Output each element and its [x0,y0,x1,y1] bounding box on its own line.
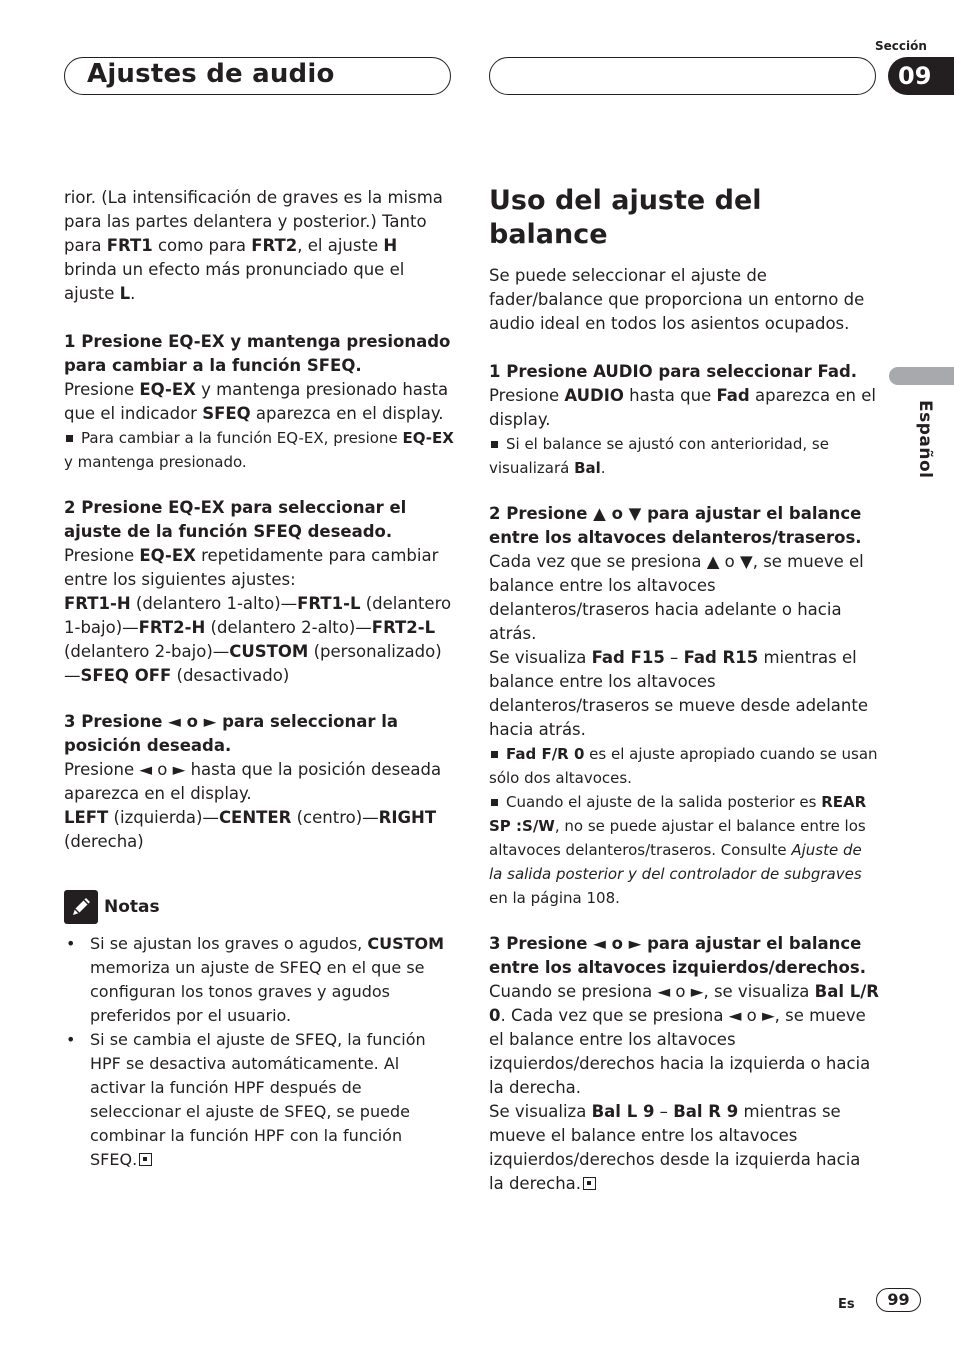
left-intro: rior. (La intensificación de graves es la misma para las partes delantera y posterior.) Tanto para FRT1 como para FRT2, el ajuste H brinda un efecto más pronunciado que el ajuste L. [64,188,443,303]
page-title: Ajustes de audio [87,59,335,89]
right-step1-bullet: Si el balance se ajustó con anterioridad, se visualizará Bal. [489,435,829,477]
pencil-note-icon [64,890,98,924]
page-number: 99 [876,1288,921,1312]
left-step1-body: Presione EQ-EX y mantenga presionado hasta que el indicador SFEQ aparezca en el display. [64,380,449,423]
right-step3-body: Cuando se presiona ◄ o ►, se visualiza Bal L/R 0. Cada vez que se presiona ◄ o ►, se mueve el balance entre los altavoces izquierdos/derechos hacia la izquierda o hacia la derecha. [489,982,879,1097]
left-step2-body: Presione EQ-EX repetidamente para cambiar entre los siguientes ajustes: [64,546,439,589]
header-right-box [489,57,876,95]
language-tab [889,367,954,385]
section-number: 09 [888,57,954,95]
note-item: • Si se ajustan los graves o agudos, CUSTOM memoriza un ajuste de SFEQ en el que se configuran los tonos graves y agudos preferidos por el usuario. [64,932,454,1028]
footer-language-code: Es [838,1297,855,1312]
section-title: Uso del ajuste del balance [489,185,762,250]
bullet-square-icon [491,441,498,448]
notes-header [64,890,454,924]
right-step2-heading: 2 Presione ▲ o ▼ para ajustar el balance entre los altavoces delanteros/traseros. [489,504,862,547]
right-step3-body2: Se visualiza Bal L 9 – Bal R 9 mientras se mueve el balance entre los altavoces izquierdos/derechos desde la izquierda hacia la derecha. [489,1102,861,1193]
note-item: • Si se cambia el ajuste de SFEQ, la función HPF se desactiva automáticamente. Al activar la función HPF después de seleccionar el ajuste de SFEQ, se puede combinar la función HPF con la función SFEQ. [64,1028,454,1172]
left-step3-list: LEFT (izquierda)—CENTER (centro)—RIGHT (derecha) [64,808,437,851]
right-intro: Se puede seleccionar el ajuste de fader/balance que proporciona un entorno de audio ideal en todos los asientos ocupados. [489,266,865,333]
left-step3-heading: 3 Presione ◄ o ► para seleccionar la posición deseada. [64,712,399,755]
bullet-square-icon [491,751,498,758]
right-step1-body: Presione AUDIO hasta que Fad aparezca en el display. [489,386,876,429]
right-step1-heading: 1 Presione AUDIO para seleccionar Fad. [489,362,858,381]
right-step2-body2: Se visualiza Fad F15 – Fad R15 mientras el balance entre los altavoces delanteros/traseros se mueve desde adelante hacia atrás. [489,648,868,739]
bullet-square-icon [66,435,73,442]
right-step2-body: Cada vez que se presiona ▲ o ▼, se mueve el balance entre los altavoces delanteros/traseros hacia adelante o hacia atrás. [489,552,864,643]
left-column [64,186,454,1172]
section-label: Sección [875,39,927,53]
end-of-section-icon [139,1153,152,1166]
left-step3-body: Presione ◄ o ► hasta que la posición deseada aparezca en el display. [64,760,442,803]
language-label: Español [915,400,935,479]
header-left-box [64,57,451,95]
right-step3-heading: 3 Presione ◄ o ► para ajustar el balance entre los altavoces izquierdos/derechos. [489,934,866,977]
end-of-section-icon [583,1177,596,1190]
right-step2-bullet2: Cuando el ajuste de la salida posterior es REAR SP :S/W, no se puede ajustar el balance entre los altavoces delanteros/traseros. Consulte Ajuste de la salida posterior y del controlador de subgraves en la página 108. [489,793,867,907]
right-column [489,186,879,1196]
notes-title: Notas [104,897,160,917]
right-step2-bullet1: Fad F/R 0 es el ajuste apropiado cuando se usan sólo dos altavoces. [489,745,878,787]
left-step1-bullet: Para cambiar a la función EQ-EX, presione EQ-EX y mantenga presionado. [64,429,454,471]
left-step2-list: FRT1-H (delantero 1-alto)—FRT1-L (delantero 1-bajo)—FRT2-H (delantero 2-alto)—FRT2-L (delantero 2-bajo)—CUSTOM (personalizado)—SFEQ OFF (desactivado) [64,594,452,685]
bullet-square-icon [491,799,498,806]
left-step1-heading: 1 Presione EQ-EX y mantenga presionado para cambiar a la función SFEQ. [64,332,451,375]
left-step2-heading: 2 Presione EQ-EX para seleccionar el ajuste de la función SFEQ deseado. [64,498,407,541]
